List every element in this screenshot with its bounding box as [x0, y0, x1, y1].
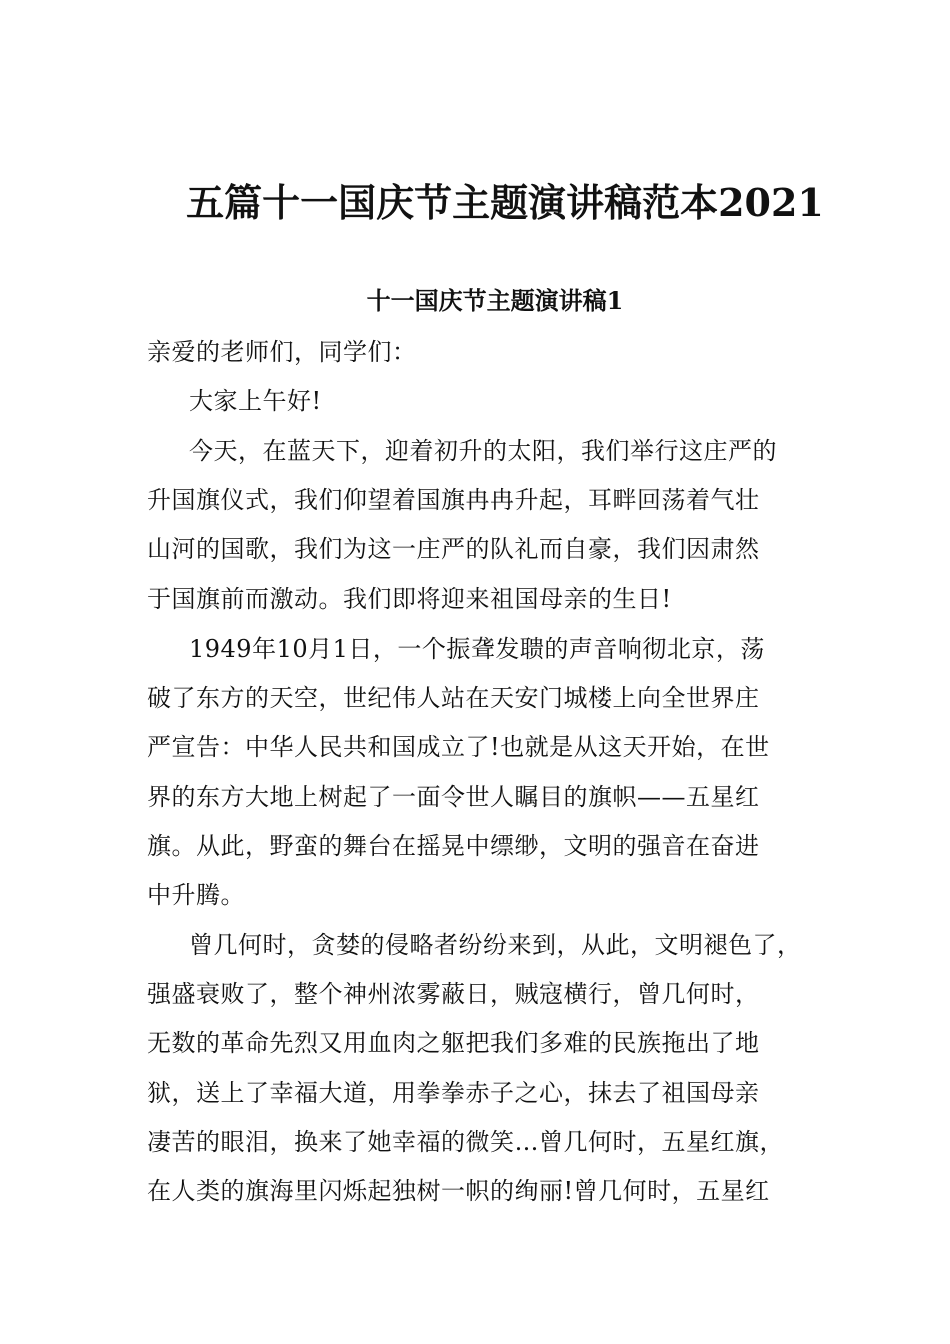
- paragraph-line: 升国旗仪式，我们仰望着国旗冉冉升起，耳畔回荡着气壮: [147, 486, 760, 514]
- paragraph-line: 严宣告：中华人民共和国成立了!也就是从这天开始，在世: [147, 733, 770, 761]
- paragraph-line: 在人类的旗海里闪烁起独树一帜的绚丽!曾几何时，五星红: [147, 1177, 770, 1205]
- paragraph-line: 曾几何时，贪婪的侵略者纷纷来到，从此，文明褪色了，: [189, 931, 802, 959]
- paragraph-line: 界的东方大地上树起了一面令世人瞩目的旗帜——五星红: [147, 783, 760, 811]
- paragraph-line: 破了东方的天空，世纪伟人站在天安门城楼上向全世界庄: [147, 684, 760, 712]
- paragraph-line: 强盛衰败了，整个神州浓雾蔽日，贼寇横行，曾几何时，: [147, 980, 760, 1008]
- paragraph-line: 狱，送上了幸福大道，用拳拳赤子之心，抹去了祖国母亲: [147, 1079, 760, 1107]
- paragraph-line: 凄苦的眼泪，换来了她幸福的微笑…曾几何时，五星红旗，: [147, 1128, 784, 1156]
- document-title: 五篇十一国庆节主题演讲稿范本2021: [186, 180, 824, 225]
- paragraph-line: 亲爱的老师们，同学们：: [147, 338, 417, 366]
- section-heading: 十一国庆节主题演讲稿1: [366, 286, 624, 315]
- paragraph-line: 无数的革命先烈又用血肉之躯把我们多难的民族拖出了地: [147, 1029, 760, 1057]
- paragraph-line: 中升腾。: [147, 881, 245, 909]
- paragraph-line: 于国旗前而激动。我们即将迎来祖国母亲的生日!: [147, 585, 672, 613]
- paragraph-line: 1949年10月1日，一个振聋发聩的声音响彻北京，荡: [189, 635, 765, 663]
- paragraph-line: 旗。从此，野蛮的舞台在摇晃中缥缈，文明的强音在奋进: [147, 832, 760, 860]
- paragraph-line: 山河的国歌，我们为这一庄严的队礼而自豪，我们因肃然: [147, 535, 760, 563]
- paragraph-line: 大家上午好!: [189, 387, 322, 415]
- paragraph-line: 今天，在蓝天下，迎着初升的太阳，我们举行这庄严的: [189, 437, 777, 465]
